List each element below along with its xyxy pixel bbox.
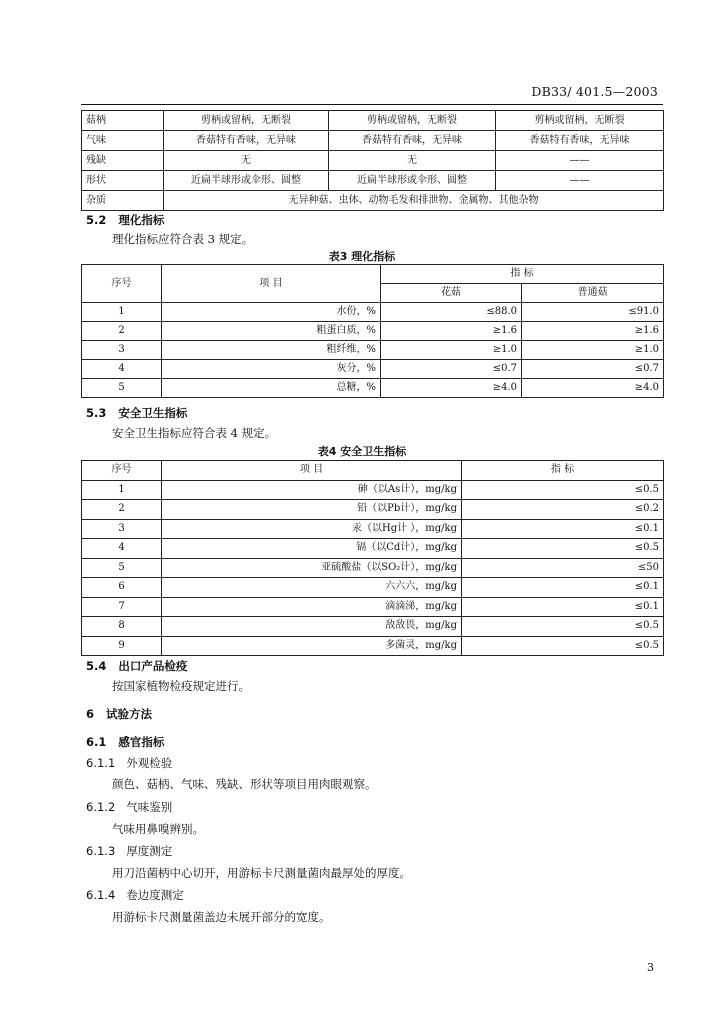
section-title: 卷边度测定: [126, 888, 184, 902]
row-label: 杂质: [82, 191, 164, 211]
table-cell: 剪柄或留柄，无断裂: [496, 111, 664, 131]
table-cell: 4: [82, 360, 162, 379]
table-cell: ≥4.0: [522, 379, 664, 398]
table-caption: 表3 理化指标: [328, 250, 396, 263]
subsection-heading: [86, 755, 172, 771]
table-row: [82, 519, 664, 539]
section-text: 按国家植物检疫规定进行。: [112, 679, 250, 693]
section-title: 出口产品检疫: [118, 659, 188, 673]
section-heading: [86, 405, 187, 421]
table-cell: 香菇特有香味，无异味: [164, 131, 329, 151]
section-number: 5.4: [86, 659, 107, 673]
subsection-heading: [86, 799, 172, 815]
row-label: 残缺: [82, 151, 164, 171]
table-cell: ≤88.0: [381, 303, 522, 322]
table-cell: 粗蛋白质，%: [162, 322, 381, 341]
table-cell: ≤0.2: [462, 500, 664, 520]
section-text: 用游标卡尺测量菌盖边未展开部分的宽度。: [112, 910, 331, 924]
table-cell: ≤0.7: [381, 360, 522, 379]
table-cell: 砷（以As计），mg/kg: [162, 480, 462, 500]
table-cell: ——: [496, 151, 664, 171]
table-cell: ≥1.0: [522, 341, 664, 360]
table-cell: 粗纤维，%: [162, 341, 381, 360]
section-text: 安全卫生指标应符合表 4 规定。: [112, 426, 277, 440]
table-cell: 2: [82, 322, 162, 341]
section-title: 理化指标: [118, 213, 165, 227]
subsection-heading: [86, 887, 184, 903]
table-cell: ≤0.5: [462, 636, 664, 656]
column-header: 普通菇: [522, 284, 664, 303]
table-cell: 香菇特有香味，无异味: [329, 131, 496, 151]
table-cell: 4: [82, 539, 162, 559]
section-number: 5.3: [86, 406, 107, 420]
table-cell: 3: [82, 341, 162, 360]
table-cell: 水份，%: [162, 303, 381, 322]
table-row: [82, 111, 664, 131]
table-cell: ≤0.1: [462, 519, 664, 539]
section-title: 试验方法: [106, 707, 153, 721]
table-cell: 亚硫酸盐（以SO₂计），mg/kg: [162, 558, 462, 578]
section-number: 6.1.3: [86, 844, 116, 858]
column-header: 指 标: [381, 265, 664, 284]
table-row: [82, 379, 664, 398]
table-row: [82, 151, 664, 171]
table-cell: 6: [82, 578, 162, 598]
table-cell: 近扁半球形或伞形、圆整: [329, 171, 496, 191]
table-row: [82, 303, 664, 322]
table-cell: 5: [82, 558, 162, 578]
section-number: 6.1: [86, 735, 107, 749]
table-cell: ≤50: [462, 558, 664, 578]
table-cell: ≥4.0: [381, 379, 522, 398]
section-number: 6.1.1: [86, 756, 116, 770]
column-header: 序号: [82, 265, 162, 303]
table-row: [82, 341, 664, 360]
section-text: 理化指标应符合表 3 规定。: [112, 232, 254, 246]
table-cell: 铅（以Pb计），mg/kg: [162, 500, 462, 520]
section-heading: [86, 706, 152, 722]
column-header: 花菇: [381, 284, 522, 303]
document-code: DB33/ 401.5—2003: [531, 84, 658, 99]
table-cell: ≤0.1: [462, 597, 664, 617]
physchem-table: [81, 264, 664, 398]
table-row: [82, 322, 664, 341]
column-header: 序号: [82, 461, 162, 481]
table-caption: 表4 安全卫生指标: [317, 445, 407, 458]
section-title: 安全卫生指标: [118, 406, 188, 420]
table-cell: 总糖，%: [162, 379, 381, 398]
section-number: 6: [86, 707, 95, 721]
table-cell: 无: [329, 151, 496, 171]
table-cell: 汞（以Hg计 ），mg/kg: [162, 519, 462, 539]
sensory-table: [81, 110, 664, 211]
column-header: 项 目: [162, 265, 381, 303]
table-cell: 剪柄或留柄，无断裂: [164, 111, 329, 131]
table-cell: 9: [82, 636, 162, 656]
table-cell: ≤0.5: [462, 539, 664, 559]
table-cell: 多菌灵，mg/kg: [162, 636, 462, 656]
section-title: 厚度测定: [126, 844, 173, 858]
table-row: [82, 191, 664, 211]
column-header: 指 标: [462, 461, 664, 481]
table-cell: ≥1.0: [381, 341, 522, 360]
table-cell: 2: [82, 500, 162, 520]
table-cell: 1: [82, 480, 162, 500]
table-header-row: [82, 461, 664, 481]
section-heading: [86, 212, 164, 228]
table-cell: ≤0.7: [522, 360, 664, 379]
table-row: [82, 539, 664, 559]
row-label: 菇柄: [82, 111, 164, 131]
row-label: 气味: [82, 131, 164, 151]
table-cell: 香菇特有香味，无异味: [496, 131, 664, 151]
section-number: 6.1.2: [86, 800, 116, 814]
table-cell: 5: [82, 379, 162, 398]
table-cell: 近扁半球形或伞形、圆整: [164, 171, 329, 191]
column-header: 项 目: [162, 461, 462, 481]
table-row: [82, 480, 664, 500]
section-number: 5.2: [86, 213, 107, 227]
header-rule: [81, 104, 663, 105]
safety-table: [81, 460, 664, 656]
table-cell: 剪柄或留柄，无断裂: [329, 111, 496, 131]
table-cell: ≤0.5: [462, 480, 664, 500]
section-heading: [86, 658, 187, 674]
table-cell: 无: [164, 151, 329, 171]
section-text: 用刀沿菌柄中心切开，用游标卡尺测量菌肉最厚处的厚度。: [112, 866, 411, 880]
table-cell: 7: [82, 597, 162, 617]
table-row: [82, 578, 664, 598]
section-title: 感官指标: [118, 735, 165, 749]
table-row: [82, 360, 664, 379]
section-number: 6.1.4: [86, 888, 116, 902]
table-cell: ≤0.5: [462, 617, 664, 637]
table-cell: ≤0.1: [462, 578, 664, 598]
table-cell: 8: [82, 617, 162, 637]
table-cell: ≥1.6: [381, 322, 522, 341]
section-title: 气味鉴别: [126, 800, 173, 814]
table-header-row: [82, 265, 664, 284]
table-row: [82, 636, 664, 656]
table-cell: ——: [496, 171, 664, 191]
table-row: [82, 597, 664, 617]
table-cell: 3: [82, 519, 162, 539]
table-row: [82, 617, 664, 637]
section-text: 气味用鼻嗅辨别。: [112, 822, 204, 836]
section-heading: [86, 734, 164, 750]
table-cell: 敌敌畏，mg/kg: [162, 617, 462, 637]
table-cell: 六六六，mg/kg: [162, 578, 462, 598]
table-row: [82, 171, 664, 191]
table-cell: 1: [82, 303, 162, 322]
table-cell: 无异种菇、虫体、动物毛发和排泄物、金属物、其他杂物: [164, 191, 664, 211]
table-cell: 灰分，%: [162, 360, 381, 379]
table-cell: 镉（以Cd计），mg/kg: [162, 539, 462, 559]
row-label: 形状: [82, 171, 164, 191]
table-cell: ≤91.0: [522, 303, 664, 322]
table-row: [82, 558, 664, 578]
subsection-heading: [86, 843, 172, 859]
table-cell: ≥1.6: [522, 322, 664, 341]
table-cell: 滴滴涕，mg/kg: [162, 597, 462, 617]
table-row: [82, 500, 664, 520]
page-number: 3: [647, 961, 654, 974]
section-title: 外观检验: [126, 756, 173, 770]
section-text: 颜色、菇柄、气味、残缺、形状等项目用肉眼观察。: [112, 777, 377, 791]
table-row: [82, 131, 664, 151]
